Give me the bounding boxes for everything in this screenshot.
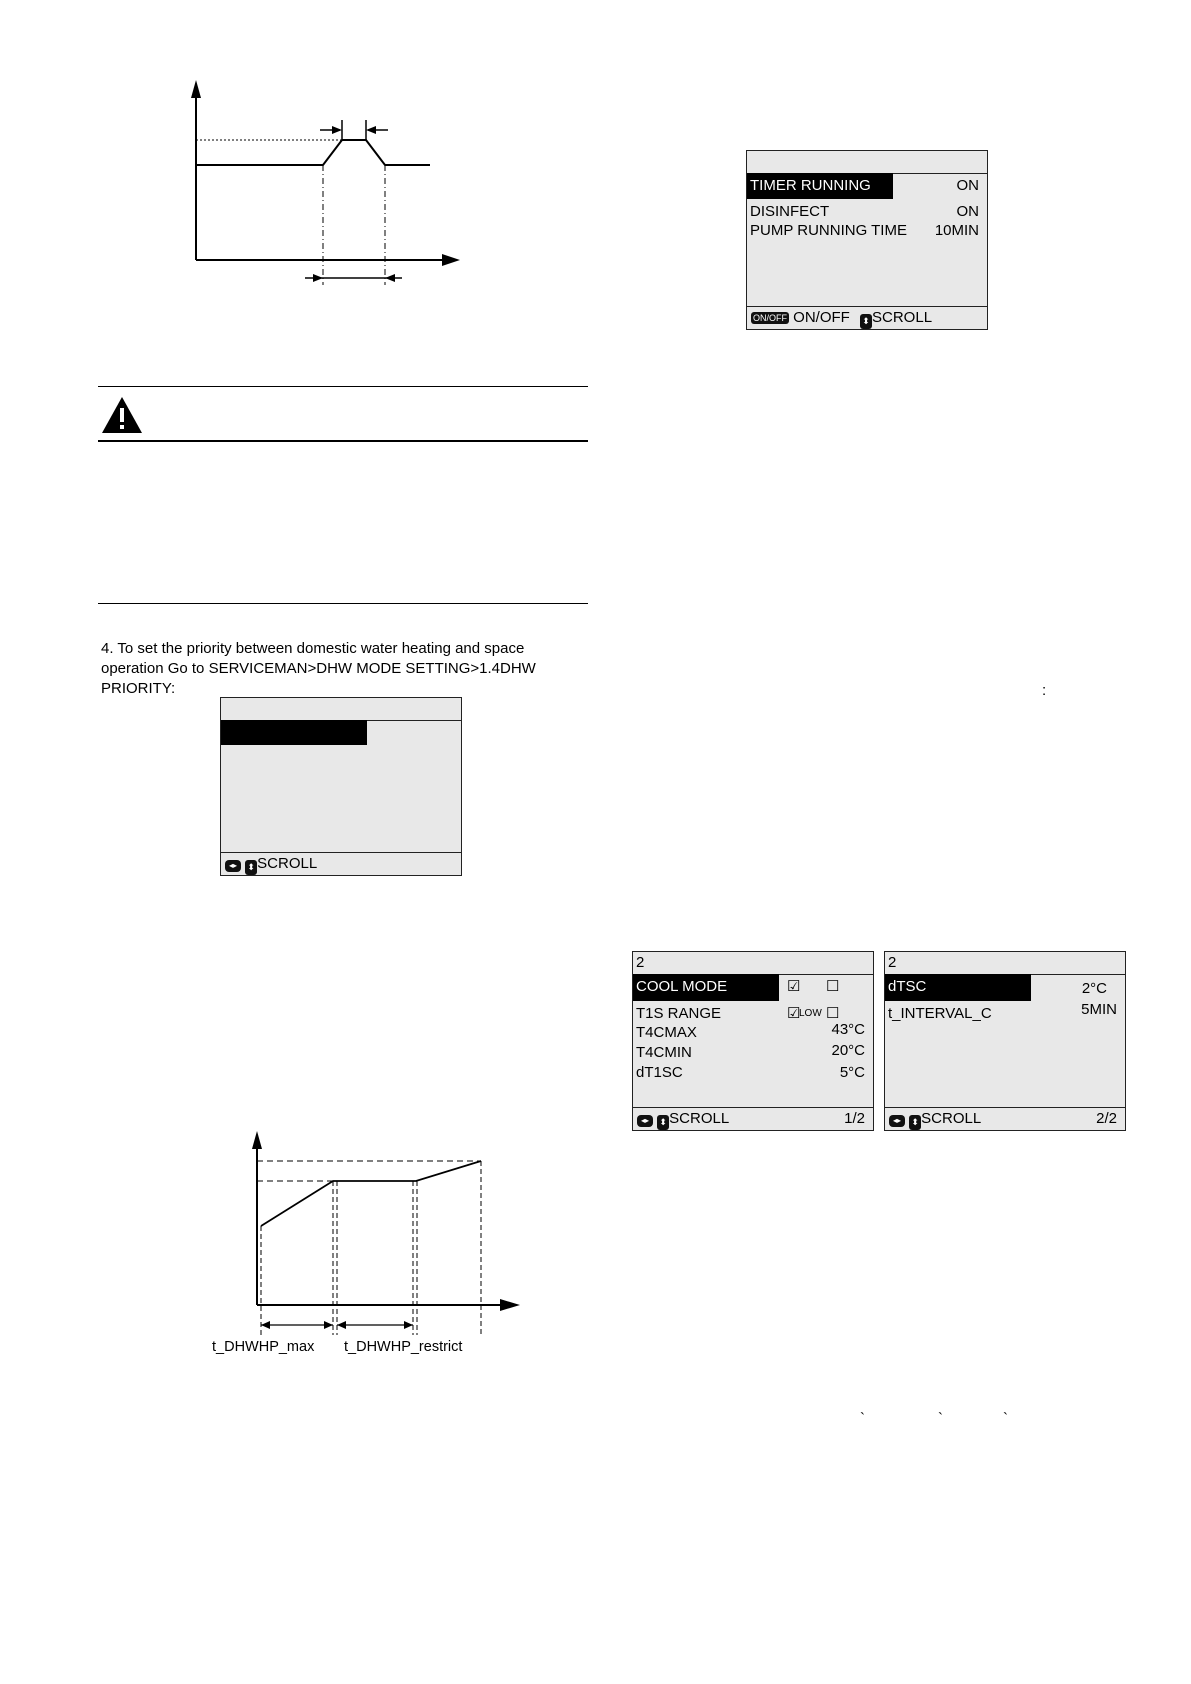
cool-mode-screen-page1: [632, 951, 874, 1131]
priority-instructions: [101, 639, 581, 699]
screen-header: [747, 151, 987, 174]
priority-instructions-line2: operation Go to SERVICEMAN>DHW MODE SETTING>1.4DHW: [101, 660, 536, 677]
up-down-key-icon: ⬍: [909, 1115, 921, 1130]
dt1sc-label: dT1SC: [636, 1064, 683, 1081]
t4cmax-label: T4CMAX: [636, 1024, 697, 1041]
scroll-label: SCROLL: [921, 1110, 982, 1127]
up-down-key-icon: ⬍: [245, 860, 257, 875]
t-dhwhp-max-label: t_DHWHP_max: [212, 1339, 315, 1355]
timer-running-value-row: [750, 176, 979, 196]
stray-tick-1: `: [860, 1410, 865, 1427]
warning-rule-top: [98, 386, 588, 387]
scroll-label: SCROLL: [872, 309, 933, 326]
warning-rule-bottom: [98, 603, 588, 604]
up-down-key-icon: ⬍: [657, 1115, 669, 1130]
dhw-priority-screen: [220, 697, 462, 876]
disinfect-row: [750, 202, 979, 222]
t1s-range-high-checkbox[interactable]: ☑: [787, 1005, 801, 1022]
onoff-key-icon: ON/OFF: [753, 313, 787, 323]
scroll-label: SCROLL: [669, 1110, 730, 1127]
t-dhwhp-restrict-label: t_DHWHP_restrict: [344, 1339, 463, 1355]
dt1sc-row: [636, 1063, 865, 1083]
disinfect-value: ON: [956, 203, 979, 220]
stray-tick-2: `: [938, 1410, 943, 1427]
screen-header: 2: [885, 952, 1125, 975]
left-right-key-icon: ◂▸: [889, 1115, 905, 1127]
t4cmax-row: [636, 1023, 865, 1043]
t1s-range-low-label: LOW: [799, 1008, 822, 1019]
t-interval-c-value-row: [888, 1000, 1117, 1020]
pump-running-time-label: PUMP RUNNING TIME: [750, 222, 907, 239]
cool-mode-on-checkbox[interactable]: ☑: [787, 978, 801, 995]
up-down-key-icon: ⬍: [860, 314, 872, 329]
screen-footer: [885, 1107, 1125, 1130]
warning-rule-middle: [98, 440, 588, 442]
dtsc-value: 2°C: [1081, 980, 1107, 997]
selected-row-highlight[interactable]: [221, 720, 367, 745]
screen-header: [221, 698, 461, 721]
stray-tick-3: `: [1003, 1410, 1008, 1427]
scroll-label: SCROLL: [257, 855, 318, 872]
warning-icon: [100, 395, 144, 435]
left-right-key-icon: ◂▸: [225, 860, 241, 872]
cool-mode-label: COOL MODE: [636, 978, 728, 995]
dtsc-label: dTSC: [888, 978, 927, 995]
left-right-key-icon: ◂▸: [637, 1115, 653, 1127]
t1s-range-label: T1S RANGE: [636, 1005, 722, 1022]
t4cmin-value: 20°C: [831, 1042, 865, 1059]
disinfect-timing-graph: [180, 70, 500, 290]
page-indicator: 1/2: [844, 1110, 865, 1127]
t4cmax-value: 43°C: [831, 1021, 865, 1038]
dhwhp-timing-graph: [238, 1125, 528, 1355]
pump-running-time-row: [750, 221, 979, 241]
right-column-colon: :: [1042, 682, 1047, 699]
screen-header: 2: [633, 952, 873, 975]
cool-mode-off-checkbox[interactable]: ☐: [826, 978, 840, 995]
disinfect-screen: [746, 150, 988, 330]
priority-instructions-line3: PRIORITY:: [101, 680, 176, 697]
onoff-label: ON/OFF: [793, 309, 850, 326]
dtsc-value-row: [888, 979, 1117, 999]
screen-footer: [633, 1107, 873, 1130]
disinfect-label: DISINFECT: [750, 203, 830, 220]
screen-footer: [747, 306, 987, 329]
t-interval-c-label: t_INTERVAL_C: [888, 1005, 992, 1022]
dt1sc-value: 5°C: [839, 1064, 865, 1081]
timer-running-value: ON: [956, 177, 979, 194]
t4cmin-row: [636, 1043, 865, 1063]
timer-running-label: TIMER RUNNING: [750, 177, 871, 194]
t4cmin-label: T4CMIN: [636, 1044, 692, 1061]
cool-mode-screen-page2: [884, 951, 1126, 1131]
t-interval-c-value: 5MIN: [1081, 1001, 1117, 1018]
priority-instructions-line1: 4. To set the priority between domestic water heating and space: [101, 640, 525, 657]
page-indicator: 2/2: [1096, 1110, 1117, 1127]
pump-running-time-value: 10MIN: [934, 222, 979, 239]
screen-footer: [221, 852, 461, 875]
t1s-range-low-checkbox[interactable]: ☐: [826, 1005, 840, 1022]
